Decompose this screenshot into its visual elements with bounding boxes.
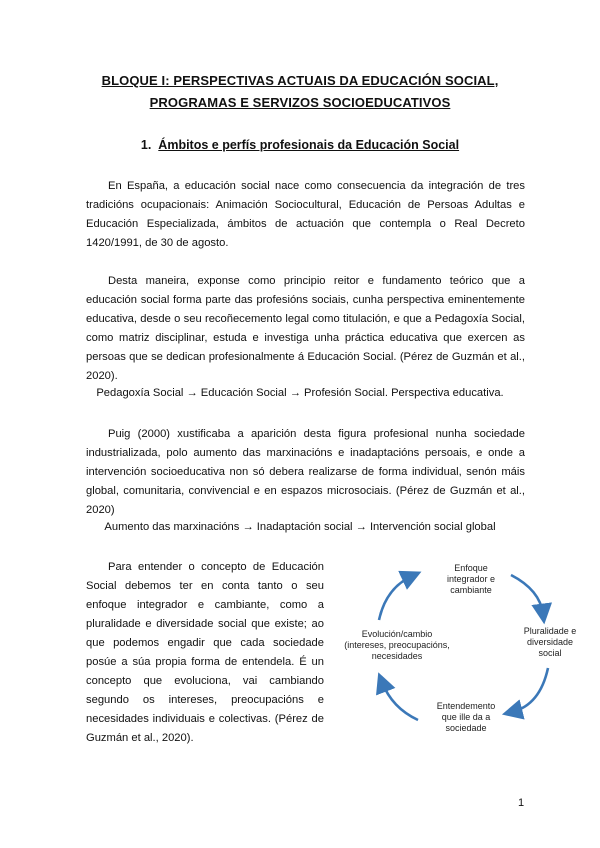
flow-line-1: Pedagoxía Social → Educación Social → Profesión Social. Perspectiva educativa. [96,387,504,399]
section-title: Ámbitos e perfís profesionais da Educación Social [158,138,460,152]
cycle-node-bottom: Entendemento que ille da a sociedade [436,701,496,733]
cycle-node-right: Pluralidade e diversidade social [523,626,577,658]
cycle-arrow-top-left [379,576,412,620]
side-paragraph: Para entender o concepto de Educación Social debemos ter en conta tanto o seu enfoque integrador e cambiante, como a pluralidade e diversidade social que existe; ao que podemos engadir que cada sociedade posúe a súa propia forma de entendela. É un concepto que evoluciona, vai cambiando segundo os intereses, preocupacións e necesidades individuais e colectivas. (Pérez de Guzmán et al., 2020). [86,561,324,744]
paragraph-1: En España, a educación social nace como consecuencia da integración de tres tradicións ocupacionais: Animación Sociocultural, Educación de Persoas Adultas e Educación Especializada, ámbitos de actuación que contempla o Real Decreto 1420/1991, de 30 de agosto. [86,180,525,249]
paragraph-3: Puig (2000) xustificaba a aparición desta figura profesional nunha sociedade industrializada, polo aumento das marxinacións e inadaptacións persoais, e onde a intervención socioeducativa non só debera realizarse de forma individual, senón máis global, comunitaria, convivencial e en espazos microsociais. (Pérez de Guzmán et al., 2020) [86,428,525,516]
page-number: 1 [518,797,525,809]
cycle-node-left: Evolución/cambio (intereses, preocupacións, necesidades [344,629,450,661]
paragraph-2: Desta maneira, exponse como principio reitor e fundamento teórico que a educación social forma parte das profesións sociais, cunha perspectiva eminentemente educativa, desde o seu recoñecemento legal como titulación, e que a Pedagoxía Social, como matriz disciplinar, estuda e investiga unha práctica educativa que exercen as persoas que se dedican profesionalmente á Educación Social. (Pérez de Guzmán et al., 2020). [86,275,525,382]
cycle-arrow-bottom-right [512,668,548,712]
section-number: 1. [140,138,152,152]
document-title-line-2: PROGRAMAS E SERVIZOS SOCIOEDUCATIVOS [149,95,451,110]
document-title-line-1: BLOQUE I: PERSPECTIVAS ACTUAIS DA EDUCACIÓN SOCIAL, [101,73,499,88]
cycle-arrow-bottom-left [382,682,418,720]
flow-line-2: Aumento das marxinacións → Inadaptación social → Intervención social global [104,521,496,533]
cycle-node-top: Enfoque integrador e cambiante [446,563,496,595]
section-heading [0,138,600,152]
